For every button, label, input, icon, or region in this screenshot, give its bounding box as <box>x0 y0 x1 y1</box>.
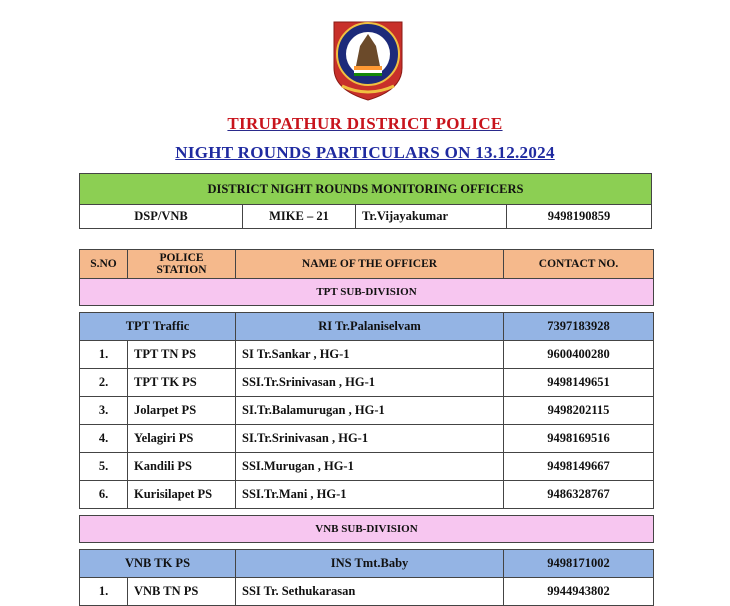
header-station: POLICE STATION <box>128 250 236 279</box>
table-cell-sno: 4. <box>80 425 128 453</box>
page-subtitle: NIGHT ROUNDS PARTICULARS ON 13.12.2024 <box>175 143 555 162</box>
table-cell-officer: SSI.Murugan , HG-1 <box>236 453 504 481</box>
table-cell-contact: 9498169516 <box>504 425 654 453</box>
table-cell-contact: 9498149667 <box>504 453 654 481</box>
table-cell-sno: 1. <box>80 341 128 369</box>
table-cell-sno: 5. <box>80 453 128 481</box>
table-cell-officer: SSI.Tr.Mani , HG-1 <box>236 481 504 509</box>
vnb-lead-officer: INS Tmt.Baby <box>236 550 504 578</box>
table-cell-station: VNB TN PS <box>128 578 236 606</box>
table-cell-sno: 6. <box>80 481 128 509</box>
table-cell-contact: 9498202115 <box>504 397 654 425</box>
vnb-lead-station: VNB TK PS <box>80 550 236 578</box>
police-emblem <box>328 16 408 104</box>
table-cell-station: Jolarpet PS <box>128 397 236 425</box>
header-sno: S.NO <box>80 250 128 279</box>
table-cell-sno: 1. <box>80 578 128 606</box>
table-cell-contact: 9498149651 <box>504 369 654 397</box>
table-cell-officer: SI.Tr.Balamurugan , HG-1 <box>236 397 504 425</box>
table-cell-officer: SI Tr.Sankar , HG-1 <box>236 341 504 369</box>
tpt-subdivision-title: TPT SUB-DIVISION <box>80 279 654 306</box>
header-contact: CONTACT NO. <box>504 250 654 279</box>
monitoring-officers-table <box>79 173 652 229</box>
vnb-lead-contact: 9498171002 <box>504 550 654 578</box>
table-cell-contact: 9486328767 <box>504 481 654 509</box>
table-cell-officer: SSI.Tr.Srinivasan , HG-1 <box>236 369 504 397</box>
monitoring-name: Tr.Vijayakumar <box>356 205 507 229</box>
table-cell-station: Kandili PS <box>128 453 236 481</box>
table-cell-sno: 3. <box>80 397 128 425</box>
table-cell-station: Yelagiri PS <box>128 425 236 453</box>
table-cell-station: TPT TK PS <box>128 369 236 397</box>
table-cell-sno: 2. <box>80 369 128 397</box>
monitoring-contact: 9498190859 <box>507 205 652 229</box>
table-cell-officer: SSI Tr. Sethukarasan <box>236 578 504 606</box>
table-cell-station: Kurisilapet PS <box>128 481 236 509</box>
vnb-subdivision-title: VNB SUB-DIVISION <box>80 516 654 543</box>
tpt-lead-station: TPT Traffic <box>80 313 236 341</box>
tpt-lead-officer: RI Tr.Palaniselvam <box>236 313 504 341</box>
table-cell-contact: 9600400280 <box>504 341 654 369</box>
header-officer: NAME OF THE OFFICER <box>236 250 504 279</box>
monitoring-callsign: MIKE – 21 <box>243 205 356 229</box>
page-title: TIRUPATHUR DISTRICT POLICE <box>227 114 503 133</box>
night-rounds-table <box>79 249 654 606</box>
monitoring-designation: DSP/VNB <box>80 205 243 229</box>
table-cell-contact: 9944943802 <box>504 578 654 606</box>
table-cell-station: TPT TN PS <box>128 341 236 369</box>
tpt-lead-contact: 7397183928 <box>504 313 654 341</box>
table-cell-officer: SI.Tr.Srinivasan , HG-1 <box>236 425 504 453</box>
monitoring-heading: DISTRICT NIGHT ROUNDS MONITORING OFFICERS <box>80 174 652 205</box>
